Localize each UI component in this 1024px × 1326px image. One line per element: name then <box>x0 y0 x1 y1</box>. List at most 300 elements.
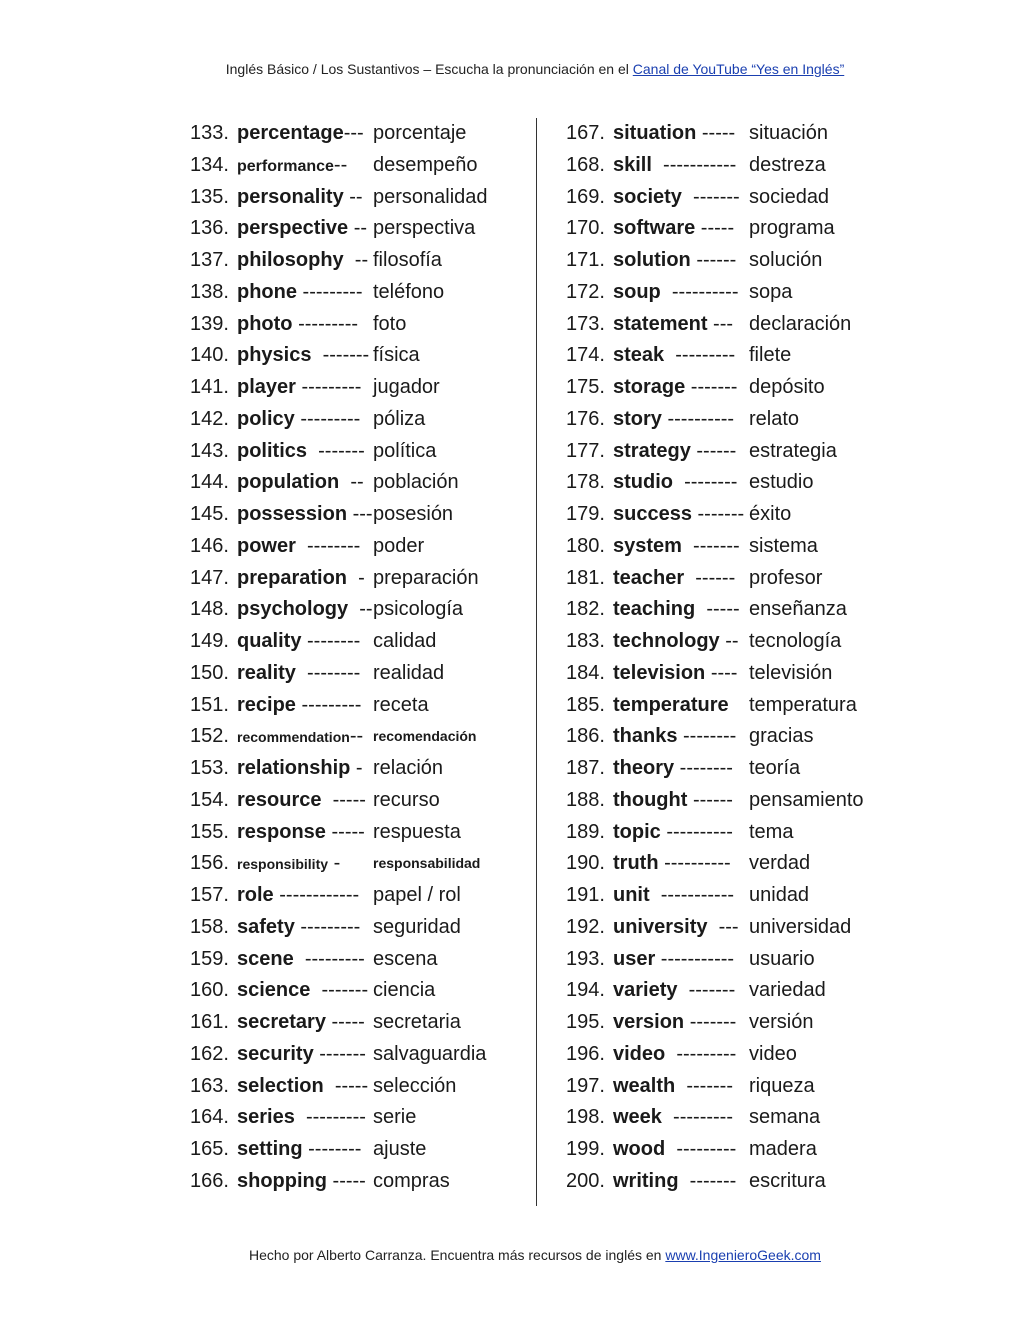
english-word: role <box>237 884 274 906</box>
separator-dashes: -- <box>343 249 369 271</box>
separator-dashes: --------- <box>665 1138 737 1160</box>
spanish-translation: éxito <box>749 503 792 525</box>
separator-dashes: --- <box>343 122 364 144</box>
separator-dashes: ---- <box>705 661 738 684</box>
vocab-row <box>190 1007 530 1039</box>
column-divider <box>536 118 537 1206</box>
spanish-translation: población <box>373 471 459 494</box>
english-word: user <box>613 947 656 970</box>
separator-dashes: --------- <box>295 693 362 716</box>
english-word: thought <box>613 788 688 811</box>
vocab-row <box>190 245 530 277</box>
entry-number: 200. <box>566 1169 605 1192</box>
english-word: response <box>237 820 326 843</box>
vocab-row <box>190 975 530 1007</box>
vocab-row <box>190 944 530 976</box>
entry-number: 151. <box>190 693 229 716</box>
entry-number: 138. <box>190 280 229 303</box>
separator-dashes: --------- <box>295 376 362 398</box>
entry-number: 191. <box>566 884 605 906</box>
vocab-row <box>190 721 530 753</box>
english-word: teacher <box>613 566 685 589</box>
spanish-translation: solución <box>749 249 823 271</box>
spanish-translation: respuesta <box>373 820 461 843</box>
separator-dashes: -- <box>348 598 373 621</box>
entry-number: 152. <box>190 725 229 748</box>
english-word: reality <box>237 661 296 684</box>
separator-dashes: ------- <box>311 344 370 367</box>
separator-dashes: ----- <box>696 122 736 144</box>
entry-number: 195. <box>566 1011 605 1033</box>
vocabulary-column-right <box>566 118 906 1198</box>
entry-number: 164. <box>190 1106 229 1129</box>
entry-number: 133. <box>190 122 229 144</box>
separator-dashes: ----- <box>323 1074 369 1097</box>
english-word: university <box>613 915 708 938</box>
spanish-translation: usuario <box>749 947 815 970</box>
vocab-row <box>190 912 530 944</box>
entry-number: 141. <box>190 376 229 398</box>
english-word: photo <box>237 312 293 335</box>
spanish-translation: tecnología <box>749 630 842 652</box>
entry-number: 158. <box>190 915 229 938</box>
separator-dashes: -------- <box>674 757 733 779</box>
entry-number: 153. <box>190 757 229 779</box>
entry-number: 190. <box>566 852 605 875</box>
vocab-row <box>566 213 906 245</box>
english-word: studio <box>613 471 673 494</box>
vocab-row <box>190 499 530 531</box>
vocab-row <box>566 848 906 880</box>
vocab-row <box>190 277 530 309</box>
english-word: safety <box>237 915 295 938</box>
spanish-translation: sopa <box>749 280 793 303</box>
spanish-translation: escritura <box>749 1169 826 1192</box>
spanish-translation: tema <box>749 820 794 843</box>
entry-number: 171. <box>566 249 605 271</box>
spanish-translation: poder <box>373 534 425 557</box>
entry-number: 198. <box>566 1106 605 1129</box>
spanish-translation: filete <box>749 344 792 367</box>
entry-number: 180. <box>566 534 605 557</box>
vocab-row <box>190 436 530 468</box>
entry-number: 155. <box>190 820 229 843</box>
separator-dashes: -- <box>349 725 364 748</box>
english-word: week <box>613 1106 662 1129</box>
english-word: strategy <box>613 439 691 462</box>
spanish-translation: destreza <box>749 153 826 176</box>
spanish-translation: foto <box>373 312 407 335</box>
vocab-row <box>190 1102 530 1134</box>
english-word: system <box>613 534 682 557</box>
separator-dashes: -------- <box>295 661 361 684</box>
separator-dashes: ------ <box>687 788 733 811</box>
spanish-translation: desempeño <box>373 153 478 176</box>
vocab-row <box>190 658 530 690</box>
vocab-row <box>190 340 530 372</box>
vocab-row <box>566 182 906 214</box>
separator-dashes: --- <box>347 503 373 525</box>
separator-dashes: -------- <box>295 534 361 557</box>
entry-number: 139. <box>190 312 229 335</box>
spanish-translation: secretaria <box>373 1011 461 1033</box>
spanish-translation: verdad <box>749 852 811 875</box>
english-word: statement <box>613 312 708 335</box>
page-footer <box>0 1247 1024 1263</box>
english-word: wood <box>613 1138 666 1160</box>
vocab-row <box>566 1007 906 1039</box>
english-word: philosophy <box>237 249 344 271</box>
vocab-row <box>190 1134 530 1166</box>
vocab-row <box>566 245 906 277</box>
english-word: teaching <box>613 598 696 621</box>
separator-dashes: -- <box>343 185 363 208</box>
vocab-row <box>566 975 906 1007</box>
english-word: temperature <box>613 693 729 716</box>
separator-dashes: --------- <box>297 280 363 303</box>
separator-dashes: --------- <box>664 344 736 367</box>
vocab-row <box>566 1102 906 1134</box>
separator-dashes: ---------- <box>658 852 731 875</box>
entry-number: 147. <box>190 566 229 589</box>
english-word: security <box>237 1042 314 1065</box>
english-word: selection <box>237 1074 324 1097</box>
vocab-row <box>566 309 906 341</box>
separator-dashes: ---------- <box>660 820 733 843</box>
separator-dashes: ---------- <box>660 280 739 303</box>
english-word: perspective <box>237 217 349 240</box>
entry-number: 160. <box>190 979 229 1002</box>
english-word: solution <box>613 249 691 271</box>
separator-dashes: -------- <box>301 630 361 652</box>
spanish-translation: posesión <box>373 503 454 525</box>
spanish-translation: unidad <box>749 884 810 906</box>
entry-number: 185. <box>566 693 605 716</box>
separator-dashes: ------- <box>678 1169 737 1192</box>
spanish-translation: receta <box>373 693 429 716</box>
separator-dashes: ----- <box>695 217 735 240</box>
entry-number: 159. <box>190 947 229 970</box>
english-word: wealth <box>613 1074 676 1097</box>
entry-number: 178. <box>566 471 605 494</box>
spanish-translation: enseñanza <box>749 598 847 621</box>
english-word: storage <box>613 376 686 398</box>
separator-dashes: ------- <box>681 185 740 208</box>
entry-number: 174. <box>566 344 605 367</box>
vocab-row <box>190 594 530 626</box>
vocab-row <box>190 880 530 912</box>
spanish-translation: madera <box>749 1138 817 1160</box>
entry-number: 192. <box>566 915 605 938</box>
separator-dashes: --------- <box>665 1042 737 1065</box>
spanish-translation: televisión <box>749 661 833 684</box>
english-word: steak <box>613 344 665 367</box>
separator-dashes: --------- <box>294 407 361 430</box>
vocab-row <box>566 404 906 436</box>
entry-number: 170. <box>566 217 605 240</box>
separator-dashes: - <box>347 566 365 589</box>
vocabulary-column-left <box>190 118 530 1198</box>
spanish-translation: sistema <box>749 534 818 557</box>
spanish-translation: selección <box>373 1074 457 1097</box>
english-word: setting <box>237 1138 303 1160</box>
entry-number: 176. <box>566 407 605 430</box>
spanish-translation: papel / rol <box>373 884 461 906</box>
entry-number: 184. <box>566 661 605 684</box>
vocab-row <box>566 1134 906 1166</box>
entry-number: 186. <box>566 725 605 748</box>
entry-number: 156. <box>190 852 229 875</box>
entry-number: 194. <box>566 979 605 1002</box>
english-word: recommendation <box>237 729 350 746</box>
separator-dashes: --------- <box>293 947 365 970</box>
spanish-translation: responsabilidad <box>373 855 481 872</box>
english-word: technology <box>613 630 720 652</box>
vocab-row <box>566 626 906 658</box>
english-word: software <box>613 217 696 240</box>
entry-number: 136. <box>190 217 229 240</box>
ingenierogeek-link[interactable]: www.IngenieroGeek.com <box>665 1247 821 1263</box>
vocab-row <box>566 753 906 785</box>
entry-number: 137. <box>190 249 229 271</box>
spanish-translation: estudio <box>749 471 814 494</box>
english-word: resource <box>237 788 322 811</box>
spanish-translation: serie <box>373 1106 417 1129</box>
english-word: physics <box>237 344 312 367</box>
separator-dashes: ----------- <box>655 947 735 970</box>
vocab-row <box>566 340 906 372</box>
entry-number: 145. <box>190 503 229 525</box>
entry-number: 181. <box>566 566 605 589</box>
entry-number: 165. <box>190 1138 229 1160</box>
vocab-row <box>190 467 530 499</box>
vocab-row <box>190 309 530 341</box>
entry-number: 196. <box>566 1042 605 1065</box>
vocab-row <box>190 563 530 595</box>
separator-dashes: ------- <box>675 1074 733 1097</box>
separator-dashes: -- <box>348 217 368 240</box>
entry-number: 197. <box>566 1074 605 1097</box>
spanish-translation: calidad <box>373 630 437 652</box>
separator-dashes: -- <box>333 153 348 176</box>
entry-number: 148. <box>190 598 229 621</box>
english-word: science <box>237 979 311 1002</box>
vocab-row <box>190 531 530 563</box>
vocab-row <box>566 467 906 499</box>
vocab-row <box>566 658 906 690</box>
vocab-row <box>566 563 906 595</box>
separator-dashes: -- <box>339 471 364 494</box>
vocab-row <box>190 150 530 182</box>
separator-dashes: --- <box>707 915 739 938</box>
entry-number: 182. <box>566 598 605 621</box>
entry-number: 189. <box>566 820 605 843</box>
youtube-channel-link[interactable]: Canal de YouTube “Yes en Inglés” <box>632 61 845 77</box>
spanish-translation: seguridad <box>373 915 461 938</box>
entry-number: 143. <box>190 439 229 462</box>
english-word: video <box>613 1042 666 1065</box>
entry-number: 177. <box>566 439 605 462</box>
spanish-translation: recurso <box>373 788 440 811</box>
vocab-row <box>566 912 906 944</box>
spanish-translation: salvaguardia <box>373 1042 487 1065</box>
english-word: scene <box>237 947 294 970</box>
separator-dashes: ------- <box>677 979 736 1002</box>
english-word: truth <box>613 852 659 875</box>
spanish-translation: programa <box>749 217 835 240</box>
english-word: situation <box>613 122 697 144</box>
separator-dashes: ------- <box>681 534 740 557</box>
entry-number: 140. <box>190 344 229 367</box>
spanish-translation: pensamiento <box>749 788 864 811</box>
vocab-row <box>566 1071 906 1103</box>
spanish-translation: preparación <box>373 566 479 589</box>
english-word: psychology <box>237 598 349 621</box>
english-word: success <box>613 503 692 525</box>
english-word: soup <box>613 280 661 303</box>
separator-dashes: ------------ <box>273 884 360 906</box>
english-word: politics <box>237 439 308 462</box>
separator-dashes: ------- <box>685 376 738 398</box>
english-word: theory <box>613 757 675 779</box>
vocab-row <box>190 1039 530 1071</box>
separator-dashes: ------- <box>310 979 369 1002</box>
entry-number: 179. <box>566 503 605 525</box>
separator-dashes: ----- <box>325 820 365 843</box>
vocab-row <box>190 690 530 722</box>
separator-dashes: --------- <box>292 312 359 335</box>
english-word: story <box>613 407 662 430</box>
spanish-translation: sociedad <box>749 185 830 208</box>
english-word: recipe <box>237 693 296 716</box>
entry-number: 144. <box>190 471 229 494</box>
spanish-translation: teléfono <box>373 280 445 303</box>
spanish-translation: escena <box>373 947 438 970</box>
separator-dashes: ------ <box>690 249 737 271</box>
vocab-row <box>190 1166 530 1198</box>
separator-dashes: -------- <box>673 471 738 494</box>
vocab-row <box>566 817 906 849</box>
entry-number: 157. <box>190 884 229 906</box>
spanish-translation: porcentaje <box>373 122 467 144</box>
spanish-translation: universidad <box>749 915 852 938</box>
separator-dashes: --------- <box>661 1106 733 1129</box>
spanish-translation: realidad <box>373 661 445 684</box>
entry-number: 142. <box>190 407 229 430</box>
entry-number: 161. <box>190 1011 229 1033</box>
separator-dashes: -------- <box>677 725 737 748</box>
english-word: secretary <box>237 1011 326 1033</box>
spanish-translation: depósito <box>749 376 825 398</box>
entry-number: 135. <box>190 185 229 208</box>
separator-dashes: -- <box>719 630 739 652</box>
vocab-row <box>190 182 530 214</box>
english-word: society <box>613 185 682 208</box>
spanish-translation: personalidad <box>373 185 488 208</box>
spanish-translation: ajuste <box>373 1138 427 1160</box>
vocab-row <box>190 817 530 849</box>
vocab-row <box>190 372 530 404</box>
vocab-row <box>190 848 530 880</box>
vocab-row <box>566 944 906 976</box>
english-word: personality <box>237 185 344 208</box>
english-word: policy <box>237 407 295 430</box>
separator-dashes: - <box>328 852 341 875</box>
entry-number: 169. <box>566 185 605 208</box>
english-word: writing <box>613 1169 679 1192</box>
separator-dashes: - <box>350 757 363 779</box>
separator-dashes: --------- <box>294 915 361 938</box>
vocab-row <box>190 785 530 817</box>
english-word: thanks <box>613 725 678 748</box>
separator-dashes: ------ <box>690 439 737 462</box>
english-word: responsibility <box>237 856 329 873</box>
entry-number: 173. <box>566 312 605 335</box>
entry-number: 146. <box>190 534 229 557</box>
entry-number: 188. <box>566 788 605 811</box>
entry-number: 187. <box>566 757 605 779</box>
english-word: topic <box>613 820 661 843</box>
entry-number: 183. <box>566 630 605 652</box>
vocab-row <box>190 404 530 436</box>
spanish-translation: recomendación <box>373 728 477 745</box>
english-word: shopping <box>237 1169 327 1192</box>
entry-number: 175. <box>566 376 605 398</box>
spanish-translation: física <box>373 344 420 367</box>
spanish-translation: situación <box>749 122 828 144</box>
vocab-row <box>566 594 906 626</box>
vocab-row <box>566 690 906 722</box>
english-word: relationship <box>237 757 351 779</box>
english-word: phone <box>237 280 297 303</box>
separator-dashes: ----------- <box>651 153 737 176</box>
vocab-row <box>566 1039 906 1071</box>
spanish-translation: variedad <box>749 979 826 1002</box>
spanish-translation: versión <box>749 1011 814 1033</box>
spanish-translation: teoría <box>749 757 801 779</box>
entry-number: 150. <box>190 661 229 684</box>
spanish-translation: video <box>749 1042 797 1065</box>
vocab-row <box>566 785 906 817</box>
separator-dashes: ----- <box>321 788 366 811</box>
vocab-row <box>566 436 906 468</box>
english-word: variety <box>613 979 678 1002</box>
english-word: possession <box>237 503 348 525</box>
spanish-translation: profesor <box>749 566 823 589</box>
spanish-translation: semana <box>749 1106 821 1129</box>
spanish-translation: declaración <box>749 312 852 335</box>
english-word: television <box>613 661 706 684</box>
vocab-row <box>566 277 906 309</box>
vocab-row <box>566 150 906 182</box>
vocab-row <box>566 721 906 753</box>
spanish-translation: relación <box>373 757 444 779</box>
spanish-translation: póliza <box>373 407 426 430</box>
vocab-row <box>190 213 530 245</box>
entry-number: 168. <box>566 153 605 176</box>
spanish-translation: compras <box>373 1169 450 1192</box>
entry-number: 193. <box>566 947 605 970</box>
spanish-translation: ciencia <box>373 979 436 1002</box>
entry-number: 149. <box>190 630 229 652</box>
separator-dashes: -------- <box>302 1138 362 1160</box>
separator-dashes: ------- <box>307 439 365 462</box>
english-word: preparation <box>237 566 348 589</box>
vocab-row <box>190 626 530 658</box>
spanish-translation: perspectiva <box>373 217 476 240</box>
separator-dashes: ----- <box>326 1169 366 1192</box>
english-word: population <box>237 471 340 494</box>
